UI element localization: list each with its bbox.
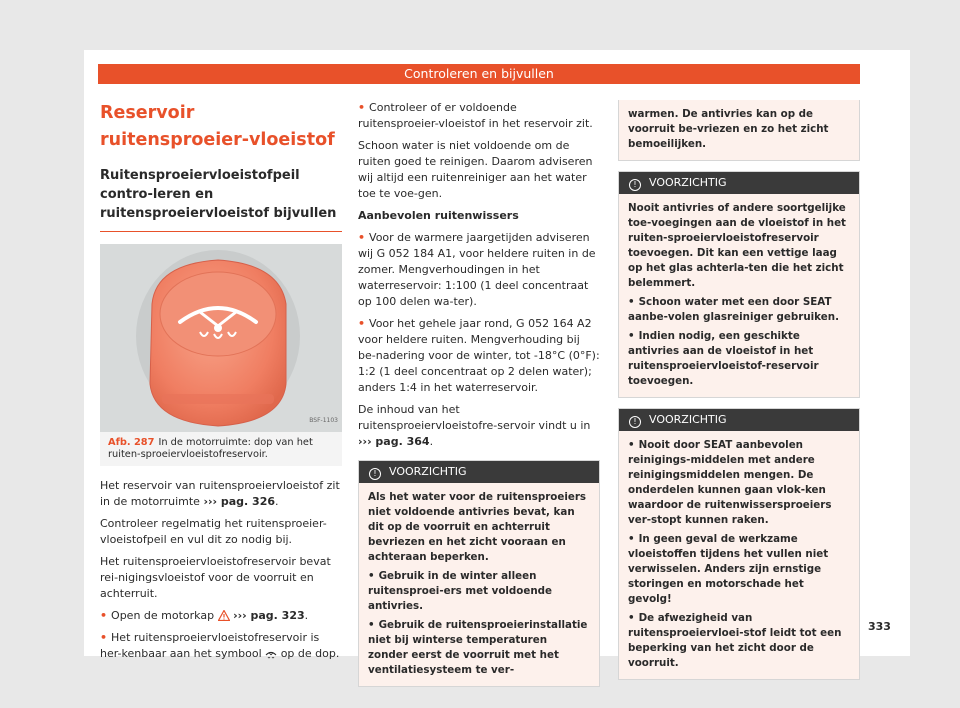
info-circle-icon: !	[629, 416, 641, 428]
section-subtitle: Ruitensproeiervloeistofpeil contro-leren en ruitensproeiervloeistof bijvullen	[100, 166, 342, 232]
chapter-header: Controleren en bijvullen	[98, 64, 860, 84]
caution-header	[619, 409, 859, 431]
list-item-text: Voor het gehele jaar rond, G 052 164 A2 voor heldere ruiten. Mengverhouding bij be-nadering voor de winter, tot -18°C (0°F): 1:2 (1 deel concentraat op 2 delen water); anders 1:4 in het waterreservoir.	[358, 317, 600, 394]
caution-header	[359, 461, 599, 483]
paragraph: Het ruitensproeiervloeistofreservoir bevat rei-nigingsvloeistof voor de voorruit en achterruit.	[100, 555, 331, 600]
caution-item	[628, 438, 850, 528]
caution-item	[628, 329, 850, 389]
paragraph: Controleer regelmatig het ruitensproeier-vloeistofpeil en vul dit zo nodig bij.	[100, 517, 327, 546]
bullet-dot: •	[628, 533, 635, 545]
bullet-dot: •	[628, 439, 635, 451]
bullet-dot: •	[358, 101, 366, 114]
punctuation: .	[304, 609, 309, 622]
page-reference-link[interactable]: ››› pag. 364	[358, 435, 430, 448]
caution-label: VOORZICHTIG	[649, 176, 727, 189]
list-item	[358, 316, 600, 396]
bullet-dot: •	[100, 631, 108, 644]
bullet-dot: •	[628, 330, 635, 342]
caution-item-text: Indien nodig, een geschikte antivries aan de vloeistof in het ruitensproeiervloeistof-reservoir toevoegen.	[628, 330, 819, 387]
caution-item	[368, 569, 590, 614]
caution-box	[618, 171, 860, 398]
list-item	[358, 100, 600, 132]
list-item-text: Controleer of er voldoende ruitensproeier-vloeistof in het reservoir zit.	[358, 101, 593, 130]
caution-body	[619, 431, 859, 679]
column-2	[358, 100, 600, 695]
caution-item	[628, 611, 850, 671]
info-circle-icon: !	[369, 468, 381, 480]
figure-code: BSF-1103	[309, 417, 338, 424]
caution-item	[628, 532, 850, 607]
list-item-text: Het ruitensproeiervloeistofreservoir is her-kenbaar aan het symbool	[100, 631, 320, 660]
figure-number: Afb. 287	[108, 437, 155, 448]
caution-box	[358, 460, 600, 687]
bullet-dot: •	[358, 231, 366, 244]
caution-item-text: Schoon water met een door SEAT aanbe-volen glasreiniger gebruiken.	[628, 296, 839, 323]
caution-item	[368, 618, 590, 678]
caution-item-text: Gebruik de ruitensproeierinstallatie niet bij winterse temperaturen zonder eerst de voorruit met het ventilatiesysteem te ver-	[368, 619, 588, 676]
list-item-text: Voor de warmere jaargetijden adviseren wij G 052 184 A1, voor heldere ruiten in de zomer. Mengverhoudingen in het waterreservoir: 1:100 (1 deel concentraat op 100 delen wa-ter).	[358, 231, 596, 308]
reservoir-cap-illustration	[100, 244, 342, 432]
list-item	[100, 630, 342, 662]
bullet-dot: •	[628, 612, 635, 624]
list-item	[100, 608, 342, 624]
bullet-dot: •	[368, 570, 375, 582]
washer-symbol-icon	[265, 649, 277, 659]
page-reference-link[interactable]: ››› pag. 326	[203, 495, 276, 508]
page-reference-link[interactable]: ››› pag. 323	[233, 609, 305, 622]
paragraph-text: Het reservoir van ruitensproeiervloeistof zit in de motorruimte	[100, 479, 340, 508]
warning-triangle-icon	[218, 610, 230, 621]
info-circle-icon: !	[629, 179, 641, 191]
caution-box-continued	[618, 100, 860, 161]
section-title: Reservoir ruitensproeier-vloeistof	[100, 103, 335, 150]
paragraph: Schoon water is niet voldoende om de ruiten goed te reinigen. Daarom adviseren wij altijd een ruitenreiniger aan het water toe te voe-gen.	[358, 139, 593, 200]
caution-body	[619, 194, 859, 397]
column-1	[100, 100, 342, 668]
caution-text: Als het water voor de ruitensproeiers niet voldoende antivries bevat, kan dit op de voorruit en achterruit bevriezen en het zicht vooraan en achteraan beperken.	[368, 491, 587, 563]
bullet-dot: •	[100, 609, 108, 622]
paragraph	[100, 478, 342, 510]
caution-body	[619, 100, 859, 160]
caution-item-text: Nooit door SEAT aanbevolen reinigings-middelen met andere reinigingsmiddelen mengen. De onderdelen kunnen gaan vlok-ken waardoor de ruitenwissersproeiers ver-stopt kunnen raken.	[628, 439, 832, 526]
caution-item-text: In geen geval de werkzame vloeistoffen tijdens het vullen niet verwisselen. Anders zijn ernstige storingen en motorschade het gevolg!	[628, 533, 829, 605]
page-number: 333	[868, 620, 891, 633]
caution-label: VOORZICHTIG	[389, 465, 467, 478]
column-3	[618, 100, 860, 688]
figure-caption	[100, 432, 342, 466]
caution-body	[359, 483, 599, 686]
caution-label: VOORZICHTIG	[649, 413, 727, 426]
figure-caption-text: In de motorruimte: dop van het ruiten-sproeiervloeistofreservoir.	[108, 437, 313, 460]
caution-item-text: Gebruik in de winter alleen ruitensproei-ers met voldoende antivries.	[368, 570, 553, 612]
paragraph-text: De inhoud van het ruitensproeiervloeistofre-servoir vindt u in	[358, 403, 591, 432]
caution-header	[619, 172, 859, 194]
bullet-dot: •	[368, 619, 375, 631]
paragraph	[358, 402, 600, 450]
list-item	[358, 230, 600, 310]
bullet-dot: •	[628, 296, 635, 308]
caution-box	[618, 408, 860, 680]
punctuation: .	[275, 495, 279, 508]
figure-reservoir-cap	[100, 244, 342, 432]
caution-item	[628, 295, 850, 325]
caution-text: warmen. De antivries kan op de voorruit be-vriezen en zo het zicht bemoeilijken.	[628, 108, 829, 150]
caution-text: Nooit antivries of andere soortgelijke toe-voegingen aan de vloeistof in het ruiten-sproeiervloeistofreservoir toevoegen. Dit kan een vettige laag op het glas achterla-ten die het zicht belemmert.	[628, 202, 846, 289]
subheading: Aanbevolen ruitenwissers	[358, 209, 519, 222]
caution-item-text: De afwezigheid van ruitensproeiervloei-stof leidt tot een beperking van het zicht door de voorruit.	[628, 612, 842, 669]
bullet-dot: •	[358, 317, 366, 330]
punctuation: .	[429, 435, 434, 448]
list-item-text: op de dop.	[280, 647, 340, 660]
list-item-text: Open de motorkap	[111, 609, 215, 622]
